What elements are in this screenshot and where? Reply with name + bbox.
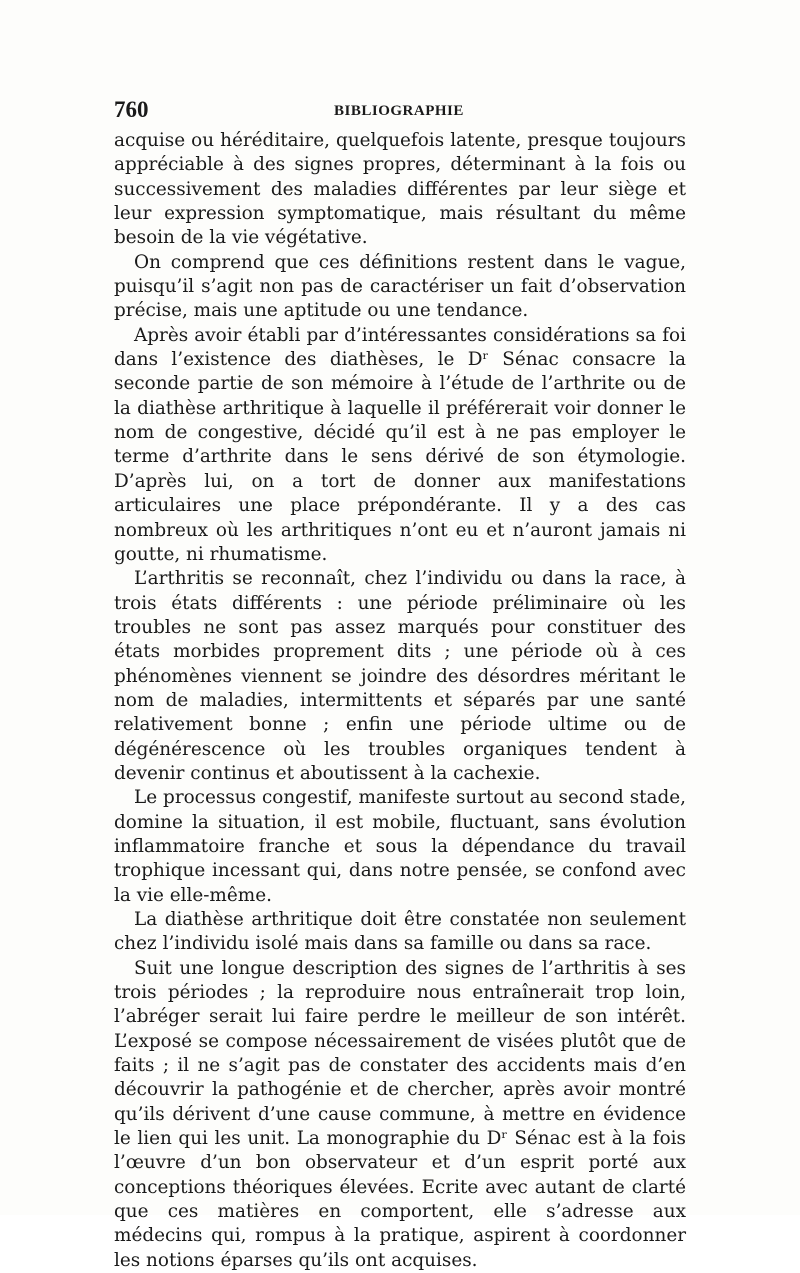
- paragraph: On comprend que ces définitions restent dans le vague, puisqu’il s’agit non pas de caractériser un fait d’observation précise, mais une aptitude ou une tendance.: [114, 251, 686, 322]
- paragraph: Après avoir établi par d’intéressantes considérations sa foi dans l’existence des diathèses, le Dʳ Sénac consacre la seconde partie de son mémoire à l’étude de l’arthrite ou de la diathèse arthritique à laquelle il préférerait voir donner le nom de congestive, décidé qu’il est à ne pas employer le terme d’arthrite dans le sens dérivé de son étymologie. D’après lui, on a tort de donner aux manifestations articulaires une place prépondérante. Il y a des cas nombreux où les arthritiques n’ont eu et n’auront jamais ni goutte, ni rhumatisme.: [114, 324, 686, 565]
- paragraph: La diathèse arthritique doit être constatée non seulement chez l’individu isolé mais dans sa famille ou dans sa race.: [114, 909, 686, 955]
- paragraph: acquise ou héréditaire, quelquefois latente, presque toujours appréciable à des signes propres, déterminant à la fois ou successivement des maladies différentes par leur siège et leur expression symptomatique, mais résultant du même besoin de la vie végétative.: [114, 130, 686, 249]
- paragraph: L’arthritis se reconnaît, chez l’individu ou dans la race, à trois états différents : une période préliminaire où les troubles ne sont pas assez marqués pour constituer des états morbides proprement dits ; une période où à ces phénomènes viennent se joindre des désordres méritant le nom de maladies, intermittents et séparés par une santé relativement bonne ; enfin une période ultime ou de dégénérescence où les troubles organiques tendent à devenir continus et aboutissent à la cachexie.: [114, 568, 686, 784]
- page-header: [114, 97, 686, 127]
- running-title: BIBLIOGRAPHIE: [334, 103, 464, 119]
- body-text: [114, 129, 686, 1273]
- page-number: 760: [114, 97, 149, 122]
- paragraph: Suit une longue description des signes de l’arthritis à ses trois périodes ; la reproduire nous entraînerait trop loin, l’abréger serait lui faire perdre le meilleur de son intérêt. L’exposé se compose nécessairement de visées plutôt que de faits ; il ne s’agit pas de constater des accidents mais d’en découvrir la pathogénie et de chercher, après avoir montré qu’ils dérivent d’une cause commune, à mettre en évidence le lien qui les unit. La monographie du Dʳ Sénac est à la fois l’œuvre d’un bon observateur et d’un esprit porté aux conceptions théoriques élevées. Ecrite avec autant de clarté que ces matières en comportent, elle s’adresse aux médecins qui, rompus à la pratique, aspirent à coordonner les notions éparses qu’ils ont acquises.: [114, 957, 686, 1271]
- paragraph: Le processus congestif, manifeste surtout au second stade, domine la situation, il est mobile, fluctuant, sans évolution inflammatoire franche et sous la dépendance du travail trophique incessant qui, dans notre pensée, se confond avec la vie elle-même.: [114, 787, 686, 906]
